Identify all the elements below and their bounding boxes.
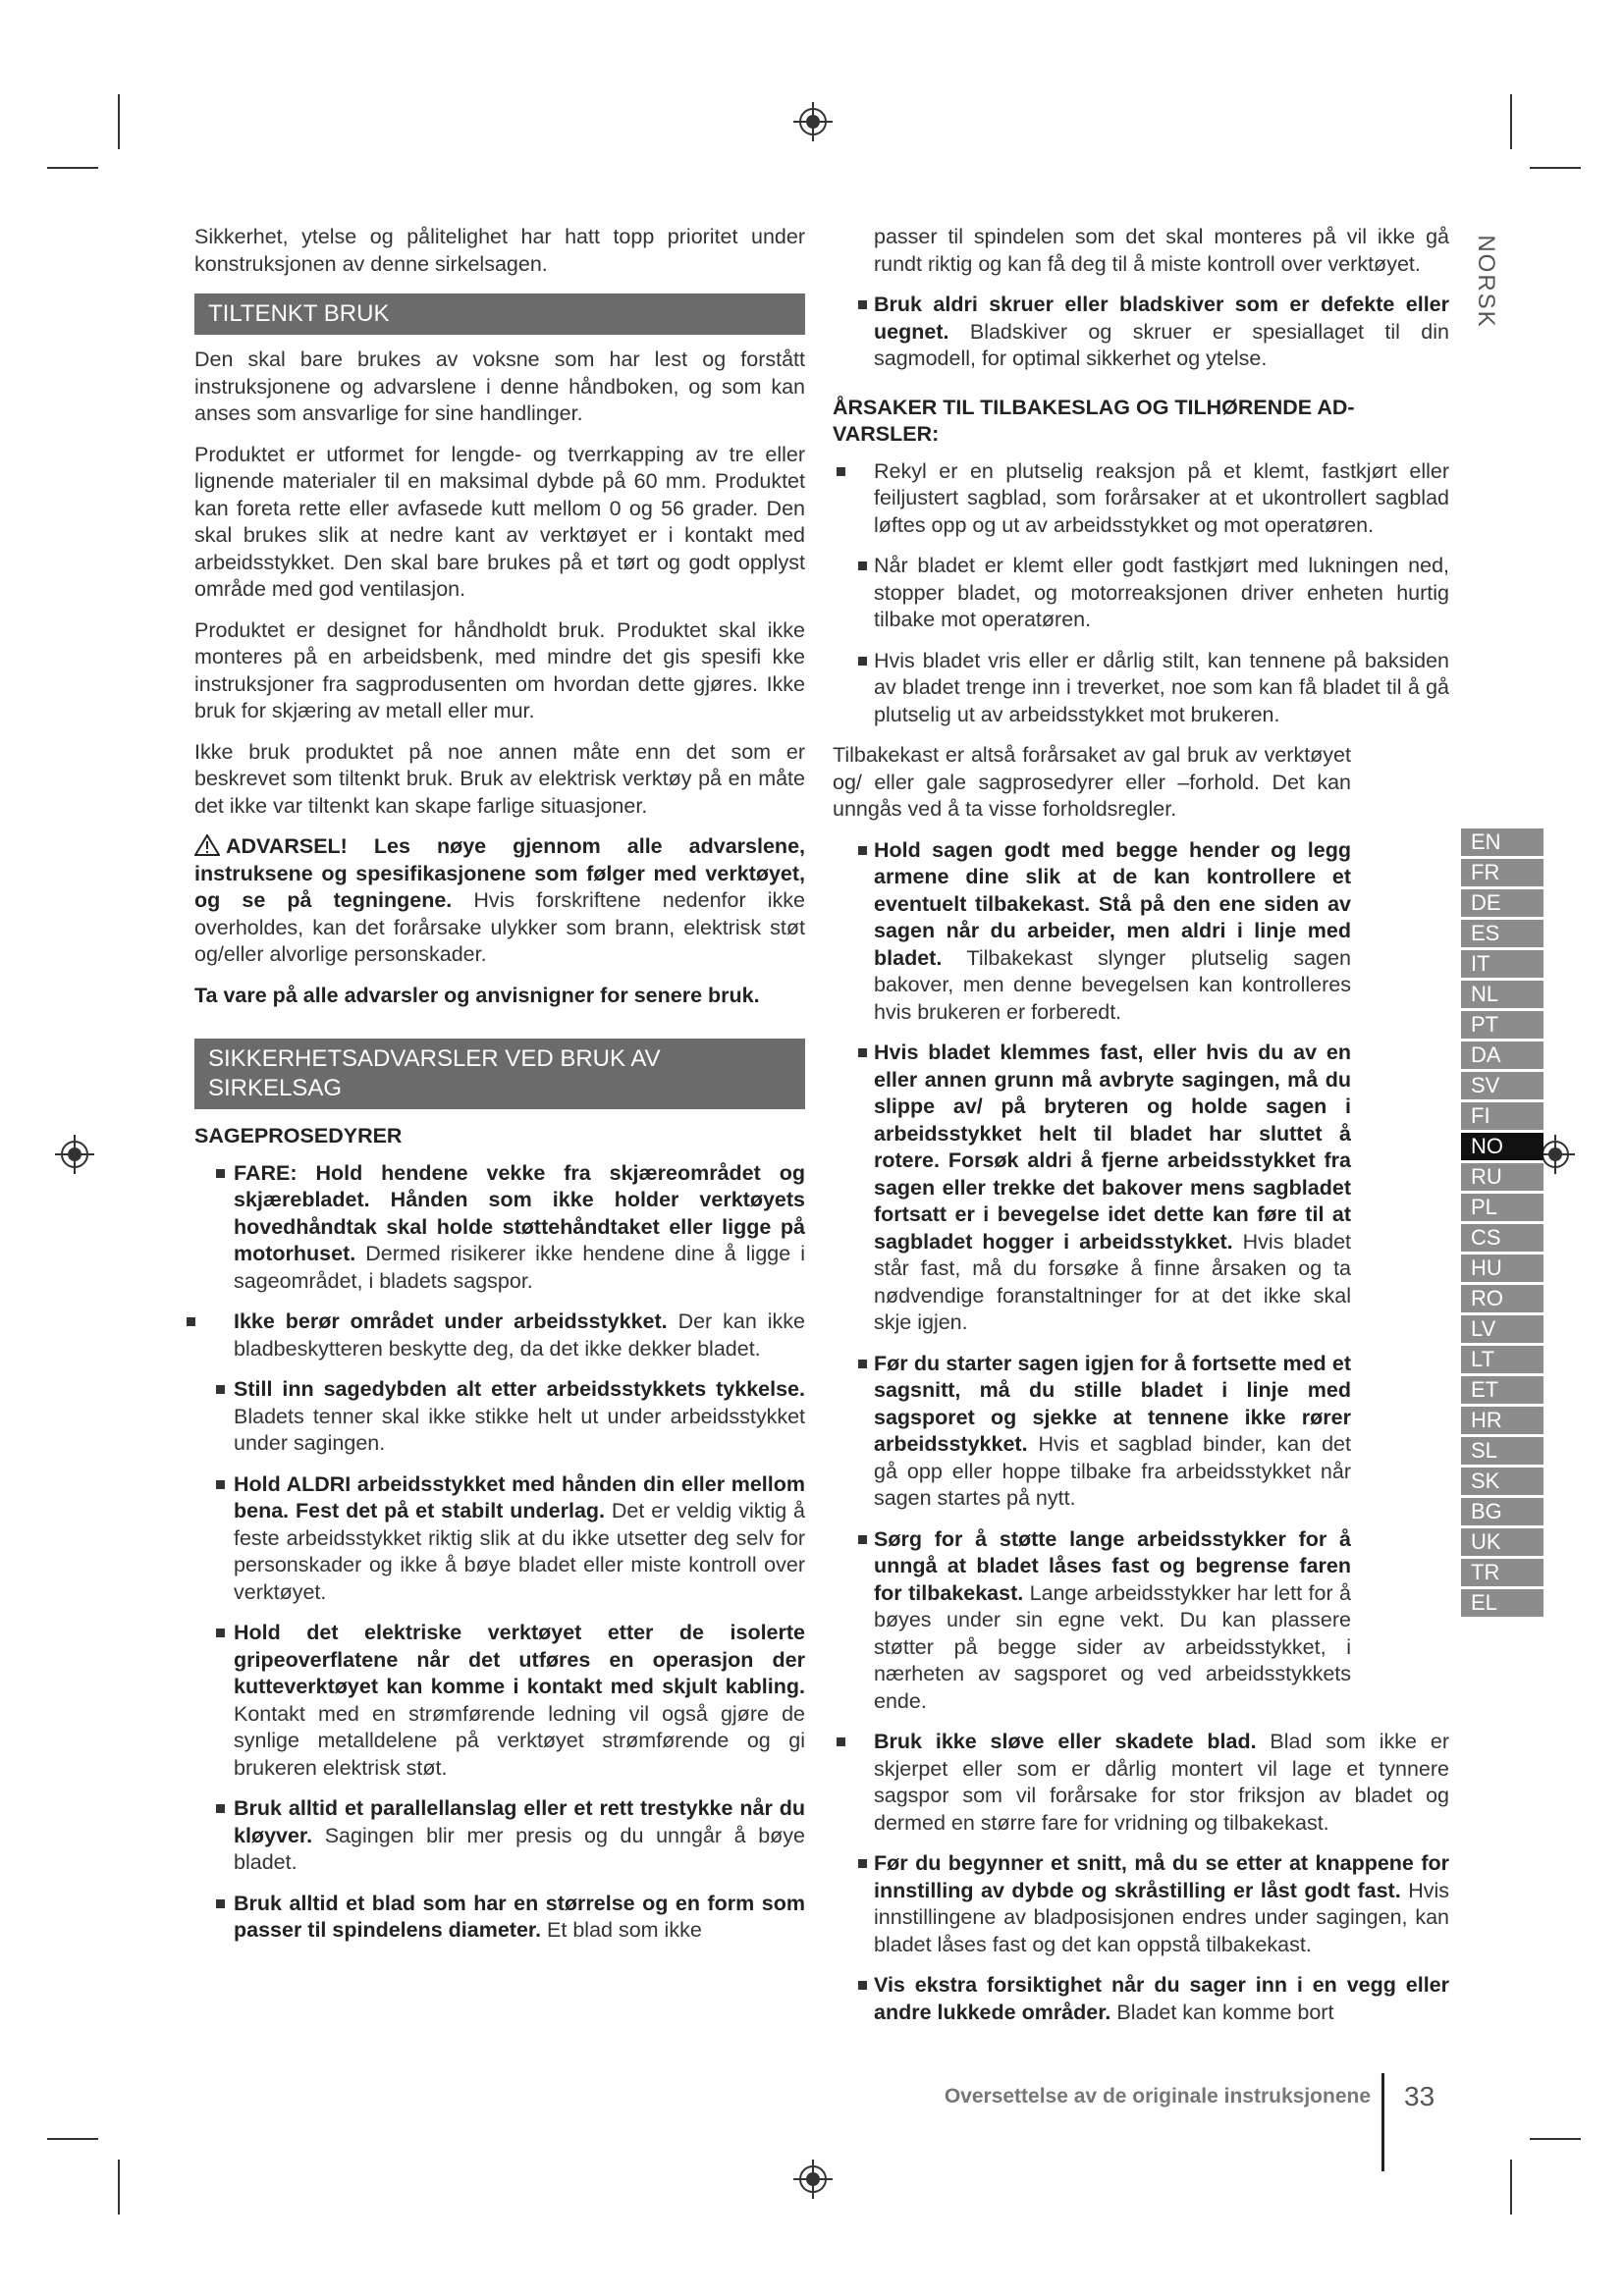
bullet-square-icon — [858, 1360, 867, 1368]
list-item-bold: Vis ekstra forsiktighet når du sager inn i en vegg eller andre lukkede områder. — [874, 1973, 1449, 2024]
language-tab-cs[interactable]: CS — [1461, 1224, 1543, 1252]
section-title-safety-warnings: SIKKERHETSADVARSLER VED BRUK AV SIRKELSAG — [194, 1039, 805, 1109]
language-tab-sl[interactable]: SL — [1461, 1437, 1543, 1465]
bullet-square-icon — [216, 1385, 225, 1394]
registration-mark-icon — [793, 2160, 833, 2199]
list-item-text: Et blad som ikke — [541, 1918, 702, 1942]
language-tab-es[interactable]: ES — [1461, 920, 1543, 947]
list-item-bold: Hold ALDRI arbeidsstykket med hånden din eller mellom bena. Fest det på et stabilt underlag. — [234, 1471, 805, 1522]
page-number: 33 — [1404, 2081, 1435, 2111]
right-column — [833, 224, 1449, 2040]
bullet-square-icon — [837, 1737, 845, 1746]
list-item-text: Når bladet er klemt eller godt fastkjørt med lukningen ned, stopper bladet, og motorreaksjonen driver enheten hurtig tilbake mot operatøren. — [874, 554, 1449, 631]
crop-mark — [118, 2160, 120, 2215]
list-item-bold: Bruk aldri skruer eller bladskiver som er defekte eller uegnet. — [874, 293, 1449, 344]
paragraph: Ikke bruk produktet på noe annen måte enn det som er beskrevet som tiltenkt bruk. Bruk av elektrisk verktøy på en måte det ikke var tiltenkt kan skape farlige situasjoner. — [194, 739, 805, 818]
list-item-bold: Bruk alltid et blad som har en størrelse og en form som passer til spindelens diameter. — [234, 1891, 805, 1942]
list-item — [194, 1471, 805, 1607]
language-tab-lv[interactable]: LV — [1461, 1315, 1543, 1343]
language-tab-en[interactable]: EN — [1461, 828, 1543, 856]
list-item — [833, 1351, 1351, 1513]
list-item-bold: Ikke berør området under arbeidsstykket. — [234, 1309, 668, 1333]
list-item-text: Hvis bladet står fast, må du forsøke å finne årsaken og ta nødvendige foranstaltninger for at det ikke skal skje igjen. — [874, 1229, 1351, 1334]
bullet-square-icon — [837, 467, 845, 476]
language-tab-uk[interactable]: UK — [1461, 1528, 1543, 1556]
crop-mark — [1510, 2160, 1512, 2215]
section-title-intended-use: TILTENKT BRUK — [194, 294, 805, 335]
list-item — [833, 553, 1449, 634]
bullet-square-icon — [858, 1859, 867, 1868]
list-item — [194, 1891, 805, 1945]
language-tab-ru[interactable]: RU — [1461, 1163, 1543, 1191]
list-item-text: Blad som ikke er skjerpet eller som er dårlig montert vil lage et tynnere sagspor som vil forårsake for stor friksjon av bladet og dermed en større fare for vridning og tilbakekast. — [874, 1730, 1449, 1835]
language-tab-fi[interactable]: FI — [1461, 1102, 1543, 1130]
crop-mark — [1510, 94, 1512, 149]
list-item-text: Kontakt med en strømførende ledning vil også gjøre de synlige metalldelene på verktøyet strømførende og gi brukeren elektrisk støt. — [234, 1701, 805, 1780]
bullet-square-icon — [858, 657, 867, 666]
list-item — [833, 1526, 1351, 1716]
list-item — [833, 837, 1351, 1027]
keep-instructions-note: Ta vare på alle advarsler og anvisnigner for senere bruk. — [194, 983, 760, 1007]
bullet-square-icon — [216, 1480, 225, 1489]
warning-icon — [194, 834, 220, 856]
list-item — [833, 1729, 1449, 1837]
bullet-square-icon — [216, 1804, 225, 1813]
list-item-text: Bladet kan komme bort — [1110, 2000, 1334, 2024]
bullet-square-icon — [216, 1169, 225, 1178]
bullet-square-icon — [858, 1048, 867, 1057]
list-item — [194, 1308, 805, 1362]
list-item-text: Tilbakekast slynger plutselig sagen bakover, men denne bevegelsen kan kontrolleres hvis brukeren er forberedt. — [874, 945, 1351, 1024]
list-item-bold: Still inn sagedybden alt etter arbeidsstykkets tykkelse. — [234, 1377, 805, 1401]
list-item-bold: Før du begynner et snitt, må du se etter at knappene for innstilling av dybde og skråstilling er låst godt fast. — [874, 1851, 1449, 1902]
list-item-text: Hvis innstillingene av bladposisjonen endres under sagingen, kan bladet låses fast og det kan oppstå tilbakekast. — [874, 1878, 1449, 1956]
list-item — [833, 1850, 1449, 1958]
list-item-bold: FARE: Hold hendene vekke fra skjæreområdet og skjærebladet. Hånden som ikke holder verktøyets hovedhåndtak skal holde støttehåndtaket eller ligge på motorhuset. — [234, 1160, 805, 1265]
registration-mark-icon — [55, 1135, 94, 1174]
list-item-bold: Bruk alltid et parallellanslag eller et rett trestykke når du kløyver. — [234, 1796, 805, 1847]
warning-bold-text: ADVARSEL! Les nøye gjennom alle advarslene, instruksene og spesifikasjonene som følger med verktøyet, og se på tegningene. — [194, 834, 805, 912]
side-label-text: NORSK — [1473, 235, 1499, 329]
language-tab-hu[interactable]: HU — [1461, 1255, 1543, 1282]
bullet-square-icon — [858, 561, 867, 570]
bullet-square-icon — [187, 1317, 195, 1326]
list-item-text: Det er veldig viktig å feste arbeidsstykket riktig slik at du ikke utsetter deg selv for personskader og ikke å bøye bladet eller miste kontroll over verktøyet. — [234, 1499, 805, 1604]
list-item-bold: Hvis bladet klemmes fast, eller hvis du av en eller annen grunn må avbryte sagingen, må du slippe av/ på bryteren og holde sagen i arbeidsstykket helt til bladet har sluttet å rotere. Forsøk aldri å fjerne arbeidsstykket fra sagen eller trekke det bakover mens sagbladet fortsatt er i bevegelse idet dette kan føre til at sagbladet hogger i arbeidsstykket. — [874, 1041, 1351, 1254]
paragraph: Produktet er designet for håndholdt bruk. Produktet skal ikke monteres på en arbeidsbenk, med mindre det gis spesifi kke instruksjoner fra sagprodusenten om hvordan dette gjøres. Ikke bruk for skjæring av metall eller mur. — [194, 617, 805, 722]
bullet-square-icon — [858, 846, 867, 855]
language-tab-el[interactable]: EL — [1461, 1589, 1543, 1617]
list-item-bold: Hold sagen godt med begge hender og legg armene dine slik at de kan kontrollere et eventuelt tilbakekast. Stå på den ene siden av sagen når du arbeider, men aldri i linje med bladet. — [874, 837, 1351, 970]
language-tab-sv[interactable]: SV — [1461, 1072, 1543, 1099]
language-tab-no[interactable]: NO — [1461, 1133, 1543, 1160]
list-item-text: Sagingen blir mer presis og du unngår å bøye bladet. — [234, 1823, 805, 1874]
language-tab-fr[interactable]: FR — [1461, 859, 1543, 886]
list-item-text: Hvis bladet vris eller er dårlig stilt, kan tennene på baksiden av bladet trenge inn i treverket, noe som kan få bladet til å gå plutselig ut av arbeidsstykket mot brukeren. — [874, 648, 1449, 726]
language-tab-bg[interactable]: BG — [1461, 1498, 1543, 1525]
crop-mark — [1530, 167, 1581, 169]
list-item-text: Dermed risikerer ikke hendene dine å ligge i sageområdet, i bladets sagspor. — [234, 1242, 805, 1293]
list-item-bold: Sørg for å støtte lange arbeidsstykker for å unngå at bladet låses fast og begrense faren for tilbakekast. — [874, 1526, 1351, 1605]
list-item — [833, 648, 1449, 729]
language-tab-pt[interactable]: PT — [1461, 1011, 1543, 1039]
bullet-square-icon — [858, 1535, 867, 1544]
list-item-bold: Før du starter sagen igjen for å fortsette med et sagsnitt, må du stille bladet i linje med sagsporet og sjekke at tennene ikke rører arbeidsstykket. — [874, 1351, 1351, 1456]
list-item — [194, 1376, 805, 1458]
language-tabs — [1461, 828, 1543, 1620]
list-item-text: Bladets tenner skal ikke stikke helt ut under arbeidsstykket under sagingen. — [234, 1404, 805, 1455]
registration-mark-icon — [793, 102, 833, 141]
list-item-bold: Hold det elektriske verktøyet etter de isolerte gripeoverflatene når det utføres en operasjon der kutteverktøyet kan komme i kontakt med skjult kabling. — [234, 1621, 805, 1698]
list-item — [194, 1620, 805, 1782]
bullet-square-icon — [858, 1981, 867, 1990]
list-item — [194, 1160, 805, 1296]
language-tab-sk[interactable]: SK — [1461, 1468, 1543, 1495]
bullet-square-icon — [858, 300, 867, 309]
kickback-summary: Tilbakekast er altså forårsaket av gal bruk av verktøyet og/ eller gale sagprosedyrer eller –forhold. Det kan unngås ved å ta visse forholdsregler. — [833, 743, 1351, 821]
list-item-text: Hvis et sagblad binder, kan det gå opp eller hoppe tilbake fra arbeidsstykket når sagen startes på nytt. — [874, 1432, 1351, 1510]
language-tab-pl[interactable]: PL — [1461, 1194, 1543, 1221]
crop-mark — [1530, 2138, 1581, 2140]
crop-mark — [118, 94, 120, 149]
paragraph: Produktet er utformet for lengde- og tverrkapping av tre eller lignende materialer til en maksimal dybde på 60 mm. Produktet kan foreta rette eller avfasede kutt mellom 0 og 56 grader. Den skal brukes slik at nedre kant av verktøyet er i kontakt med arbeidsstykket. Den skal bare brukes på et tørt og godt opplyst område med god ventilasjon. — [194, 442, 805, 601]
bullet-square-icon — [216, 1629, 225, 1637]
crop-mark — [47, 2138, 98, 2140]
language-tab-da[interactable]: DA — [1461, 1041, 1543, 1069]
list-item — [833, 292, 1449, 373]
subheading-saw-procedures: SAGEPROSEDYRER — [194, 1124, 403, 1148]
bullet-square-icon — [216, 1899, 225, 1908]
list-item-text: Rekyl er en plutselig reaksjon på et klemt, fastkjørt eller feiljustert sagblad, som forårsaker at et ukontrollert sagblad løftes opp og ut av arbeidsstykket og mot operatøren. — [874, 458, 1449, 537]
continued-paragraph: passer til spindelen som det skal monteres på vil ikke gå rundt riktig og kan få deg til å miste kontroll over verktøyet. — [874, 225, 1449, 276]
footer-divider — [1381, 2073, 1384, 2171]
language-tab-et[interactable]: ET — [1461, 1376, 1543, 1404]
intro-paragraph: Sikkerhet, ytelse og pålitelighet har hatt topp prioritet under konstruksjonen av denne sirkelsagen. — [194, 225, 805, 276]
list-item — [833, 458, 1449, 540]
list-item-text: Der kan ikke bladbeskytteren beskytte deg, da det ikke dekker bladet. — [234, 1309, 805, 1361]
language-tab-it[interactable]: IT — [1461, 950, 1543, 978]
language-side-label — [1469, 228, 1502, 336]
list-item — [194, 1795, 805, 1877]
paragraph: Den skal bare brukes av voksne som har lest og forstått instruksjonene og advarslene i denne håndboken, og som kan anses som ansvarlige for sine handlinger. — [194, 347, 805, 425]
warning-text: Hvis forskriftene nedenfor ikke overholdes, kan det forårsake ulykker som brann, elektrisk støt og/eller alvorlige personskader. — [194, 888, 805, 966]
subheading-kickback: ÅRSAKER TIL TILBAKESLAG OG TILHØRENDE ADVARSLER: — [833, 395, 1355, 446]
list-item-bold: Bruk ikke sløve eller skadete blad. — [874, 1730, 1257, 1753]
language-tab-ro[interactable]: RO — [1461, 1285, 1543, 1312]
crop-mark — [47, 167, 98, 169]
left-column — [194, 224, 805, 1958]
language-tab-tr[interactable]: TR — [1461, 1559, 1543, 1586]
footer-text: Oversettelse av de originale instruksjonene — [944, 2085, 1371, 2108]
language-tab-lt[interactable]: LT — [1461, 1346, 1543, 1373]
list-item — [833, 1972, 1449, 2026]
list-item — [833, 1040, 1351, 1337]
language-tab-hr[interactable]: HR — [1461, 1407, 1543, 1434]
language-tab-nl[interactable]: NL — [1461, 981, 1543, 1008]
language-tab-de[interactable]: DE — [1461, 889, 1543, 917]
list-item-text: Lange arbeidsstykker har lett for å bøyes under sin egne vekt. Du kan plassere støtter på begge sider av arbeidsstykket, i nærheten av sagsporet og ved arbeidsstykkets ende. — [874, 1580, 1351, 1713]
warning-paragraph — [194, 833, 805, 969]
list-item-text: Bladskiver og skruer er spesiallaget til din sagmodell, for optimal sikkerhet og ytelse. — [874, 319, 1449, 370]
